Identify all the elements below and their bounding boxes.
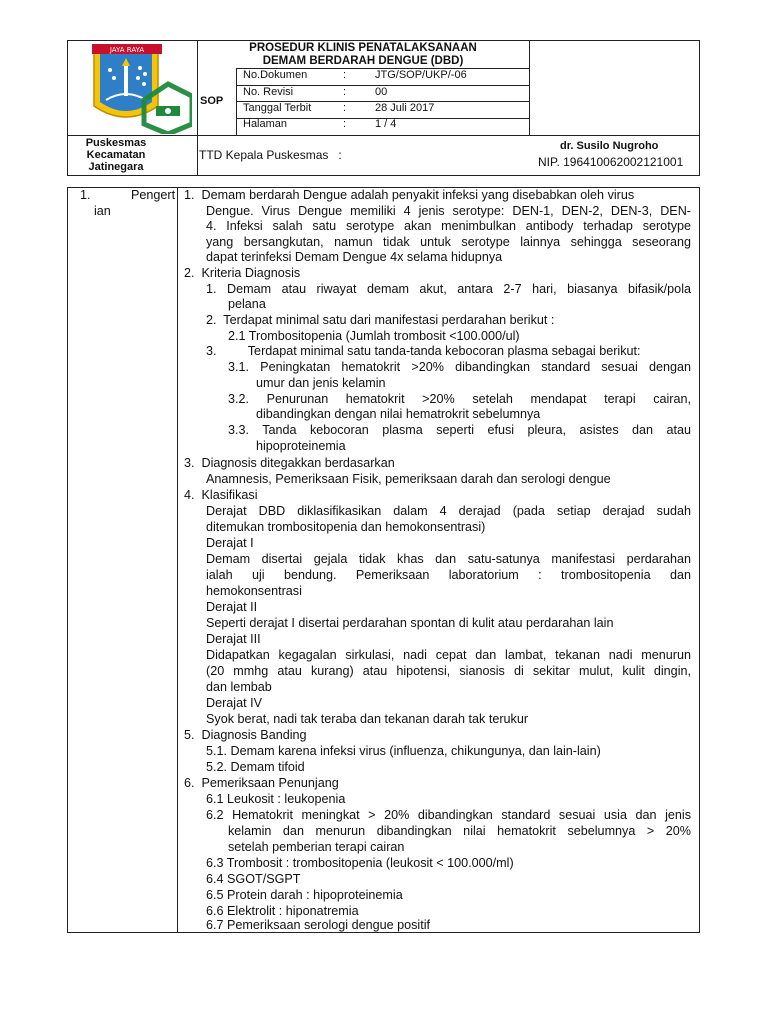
body-line: Seperti derajat I disertai perdarahan spontan di kulit atau perdarahan lain (206, 616, 614, 630)
body-line: 6.2 Hematokrit meningkat > 20% dibandingkan standard sesuai usia dan jenis (206, 808, 691, 822)
body-line: Demam disertai gejala tidak khas dan satu-satunya manifestasi perdarahan (206, 552, 691, 566)
signer-name: dr. Susilo Nugroho (560, 140, 659, 152)
body-line: ialah uji bendung. Pemeriksaan laboratorium : trombositopenia dan (206, 568, 691, 582)
body-line: dan lembab (206, 680, 272, 694)
body-line: dapat terinfeksi Demam Dengue 4x selama hidupnya (206, 250, 503, 264)
body-line: yang bersangkutan, namun tidak untuk serotype lainnya sehingga seseorang (206, 235, 691, 249)
body-line: 3.2. Penurunan hematokrit >20% setelah mendapat terapi cairan, (228, 392, 691, 406)
signer-nip: NIP. 196410062002121001 (538, 155, 684, 169)
body-line: 5. Diagnosis Banding (184, 728, 307, 742)
body-line: Didapatkan kegagalan sirkulasi, nadi cepat dan lambat, tekanan nadi menurun (206, 648, 691, 662)
body-line: Anamnesis, Pemeriksaan Fisik, pemeriksaan darah dan serologi dengue (206, 472, 611, 486)
body-line: 3.3. Tanda kebocoran plasma seperti efusi pleura, asistes dan atau (228, 423, 691, 437)
field-row: Halaman : 1 / 4 (243, 118, 397, 130)
field-row: No.Dokumen : JTG/SOP/UKP/-06 (243, 69, 467, 81)
body-line: (20 mmhg atau kurang) atau hipotensi, sianosis di sekitar mulut, kulit dingin, (206, 664, 691, 678)
field-row: Tanggal Terbit : 28 Juli 2017 (243, 102, 435, 114)
body-line: 1. Demam atau riwayat demam akut, antara 2-7 hari, biasanya bifasik/pola (206, 282, 691, 296)
body-line: setelah pemberian terapi cairan (228, 840, 405, 854)
body-line: 6.5 Protein darah : hipoproteinemia (206, 888, 403, 902)
body-line: 6.7 Pemeriksaan serologi dengue positif (206, 918, 431, 932)
body-line: 2.1 Trombositopenia (Jumlah trombosit <100.000/ul) (228, 329, 520, 343)
body-line: 2. Terdapat minimal satu dari manifestasi perdarahan berikut : (206, 313, 555, 327)
document-title: PROSEDUR KLINIS PENATALAKSANAAN DEMAM BERDARAH DENGUE (DBD) (249, 42, 477, 67)
body-line: 3.1. Peningkatan hematokrit >20% dibandingkan standard sesuai dengan (228, 360, 691, 374)
body-line: 3. Terdapat minimal satu tanda-tanda kebocoran plasma sebagai berikut: (206, 344, 641, 358)
body-line: hipoproteinemia (256, 439, 346, 453)
body-line: pelana (228, 297, 266, 311)
body-line: kelamin dan menurun dibandingkan nilai hematokrit sebelumnya > 20% (228, 824, 691, 838)
ttd-label: TTD Kepala Puskesmas : (199, 148, 342, 162)
body-line: Syok berat, nadi tak teraba dan tekanan darah tak terukur (206, 712, 529, 726)
body-line: 6.4 SGOT/SGPT (206, 872, 301, 886)
field-row: No. Revisi : 00 (243, 86, 388, 98)
body-line: 2. Kriteria Diagnosis (184, 266, 301, 280)
body-line: 5.2. Demam tifoid (206, 760, 305, 774)
body-line: Derajat II (206, 600, 258, 614)
jaya-raya-logo (88, 44, 192, 134)
body-line: Derajat I (206, 536, 254, 550)
body-line: Derajat III (206, 632, 261, 646)
body-line: 6.3 Trombosit : trombositopenia (leukosit < 100.000/ml) (206, 856, 514, 870)
body-line: 1. Demam berdarah Dengue adalah penyakit infeksi yang disebabkan oleh virus (184, 188, 635, 202)
org-name: Puskesmas Kecamatan Jatinegara (85, 137, 147, 173)
body-line: 6. Pemeriksaan Penunjang (184, 776, 339, 790)
body-line: 3. Diagnosis ditegakkan berdasarkan (184, 456, 395, 470)
section-number: 1. (80, 188, 91, 202)
body-line: Derajat IV (206, 696, 262, 710)
body-line: Dengue. Virus Dengue memiliki 4 jenis serotype: DEN-1, DEN-2, DEN-3, DEN- (206, 204, 691, 218)
body-line: ditemukan trombositopenia dan hemokonsentrasi) (206, 520, 486, 534)
section-title-part2: ian (94, 204, 111, 218)
body-line: umur dan jenis kelamin (256, 376, 386, 390)
body-line: 4. Klasifikasi (184, 488, 258, 502)
body-line: 5.1. Demam karena infeksi virus (influenza, chikungunya, dan lain-lain) (206, 744, 601, 758)
body-line: hemokonsentrasi (206, 584, 302, 598)
body-line: dibandingkan dengan nilai hematrokrit sebelumnya (256, 407, 541, 421)
body-line: 4. Infeksi salah satu serotype akan menimbulkan antibody terhadap serotype (206, 219, 691, 233)
logo-text: JAYA RAYA (109, 46, 145, 54)
sop-label: SOP (200, 95, 224, 107)
body-line: Derajat DBD diklasifikasikan dalam 4 derajad (pada setiap derajad sudah (206, 504, 691, 518)
body-line: 6.1 Leukosit : leukopenia (206, 792, 346, 806)
section-title-part1: Pengert (131, 188, 176, 202)
body-line: 6.6 Elektrolit : hiponatremia (206, 904, 359, 918)
